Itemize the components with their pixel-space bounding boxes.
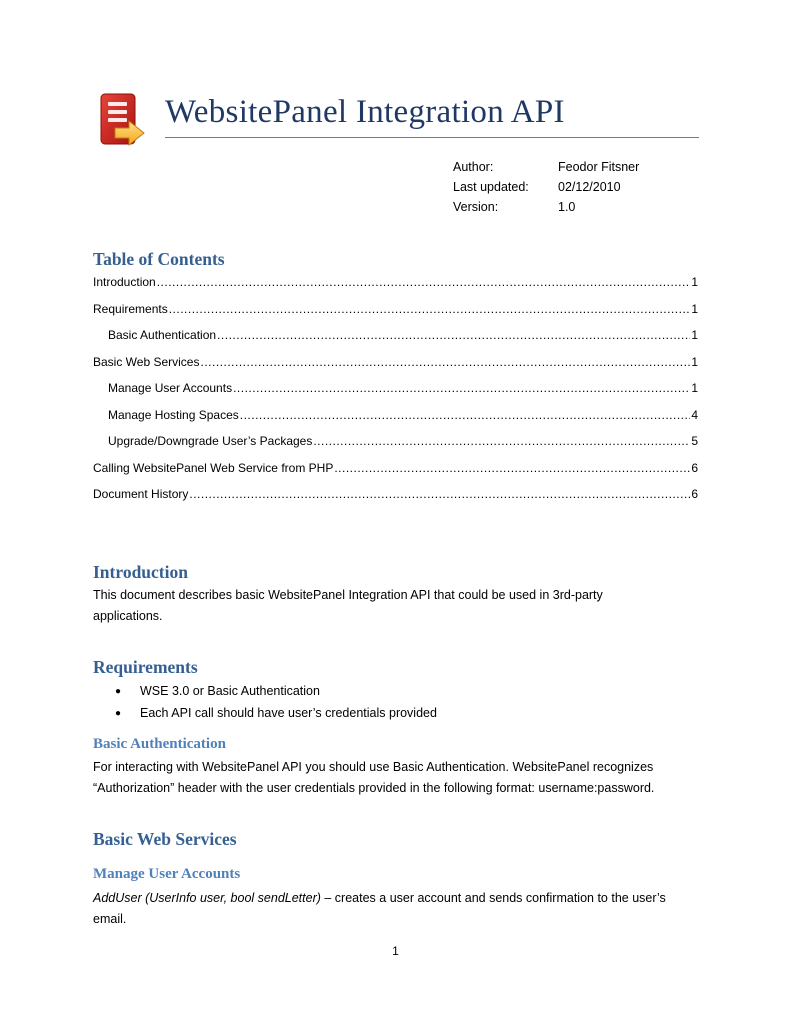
introduction-heading: Introduction [93,562,188,582]
toc-entry-label: Requirements [93,302,168,316]
toc-heading: Table of Contents [93,249,225,269]
meta-value: 02/12/2010 [558,180,621,194]
toc-entry-label: Basic Authentication [108,328,217,342]
toc-entry-document-history[interactable] [93,485,698,501]
toc-entry-introduction[interactable] [93,273,698,289]
toc-entry-calling-from-php[interactable] [93,459,698,475]
basic-web-services-heading: Basic Web Services [93,829,237,849]
method-description: – creates a user account and sends confirmation to the user’s email. [93,891,666,926]
document-metadata [453,157,639,217]
introduction-text: This document describes basic WebsitePanel Integration API that could be used in 3rd-party applications. [93,588,603,623]
toc-entry-page: 1 [691,275,698,289]
toc-entry-page: 4 [691,408,698,422]
toc-entry-label: Introduction [93,275,156,289]
meta-version [453,197,639,217]
meta-last-updated [453,177,639,197]
toc-entry-label: Document History [93,487,189,501]
toc-entry-label: Manage Hosting Spaces [108,408,239,422]
add-user-method-description [93,888,693,929]
list-item-text: WSE 3.0 or Basic Authentication [140,684,320,698]
list-item-text: Each API call should have user’s credentials provided [140,705,437,720]
toc-entry-label: Upgrade/Downgrade User’s Packages [108,434,313,448]
toc-entry-page: 6 [691,487,698,501]
meta-key: Version: [453,200,499,214]
page-number: 1 [392,944,399,958]
document-title: WebsitePanel Integration API [165,94,565,130]
requirements-list [115,681,437,724]
meta-value: Feodor Fitsner [558,160,640,174]
list-item [115,681,437,703]
toc-entry-manage-user-accounts[interactable] [108,379,698,395]
manage-user-accounts-heading: Manage User Accounts [93,866,241,882]
title-underline [165,137,699,138]
toc-entry-page: 1 [691,381,698,395]
meta-key: Last updated: [453,180,529,194]
meta-key: Author: [453,160,494,174]
meta-value: 1.0 [558,200,576,214]
toc-entry-requirements[interactable] [93,300,698,316]
toc-entry-page: 6 [691,461,698,475]
toc-entry-manage-hosting-spaces[interactable] [108,406,698,422]
basic-authentication-text: For interacting with WebsitePanel API you should use Basic Authentication. WebsitePanel recognizes “Authorization” header with the user credentials provided in the following format: username:password. [93,760,655,795]
toc-entry-page: 1 [691,355,698,369]
toc-entry-page: 1 [691,328,698,342]
toc-entry-upgrade-downgrade-packages[interactable] [108,432,698,448]
toc-entry-label: Basic Web Services [93,355,200,369]
toc-entry-basic-web-services[interactable] [93,353,698,369]
requirements-heading: Requirements [93,657,198,677]
document-logo-icon [99,92,149,154]
bullet-icon: ● [115,707,122,719]
toc-entry-label: Calling WebsitePanel Web Service from PHP [93,461,334,475]
toc-entry-page: 1 [691,302,698,316]
method-signature: AddUser (UserInfo user, bool sendLetter) [93,891,321,905]
toc-entry-page: 5 [691,434,698,448]
toc-entry-basic-authentication[interactable] [108,326,698,342]
bullet-icon: ● [115,686,122,697]
list-item [115,703,437,725]
meta-author [453,157,639,177]
basic-authentication-heading: Basic Authentication [93,736,226,752]
toc-entry-label: Manage User Accounts [108,381,233,395]
